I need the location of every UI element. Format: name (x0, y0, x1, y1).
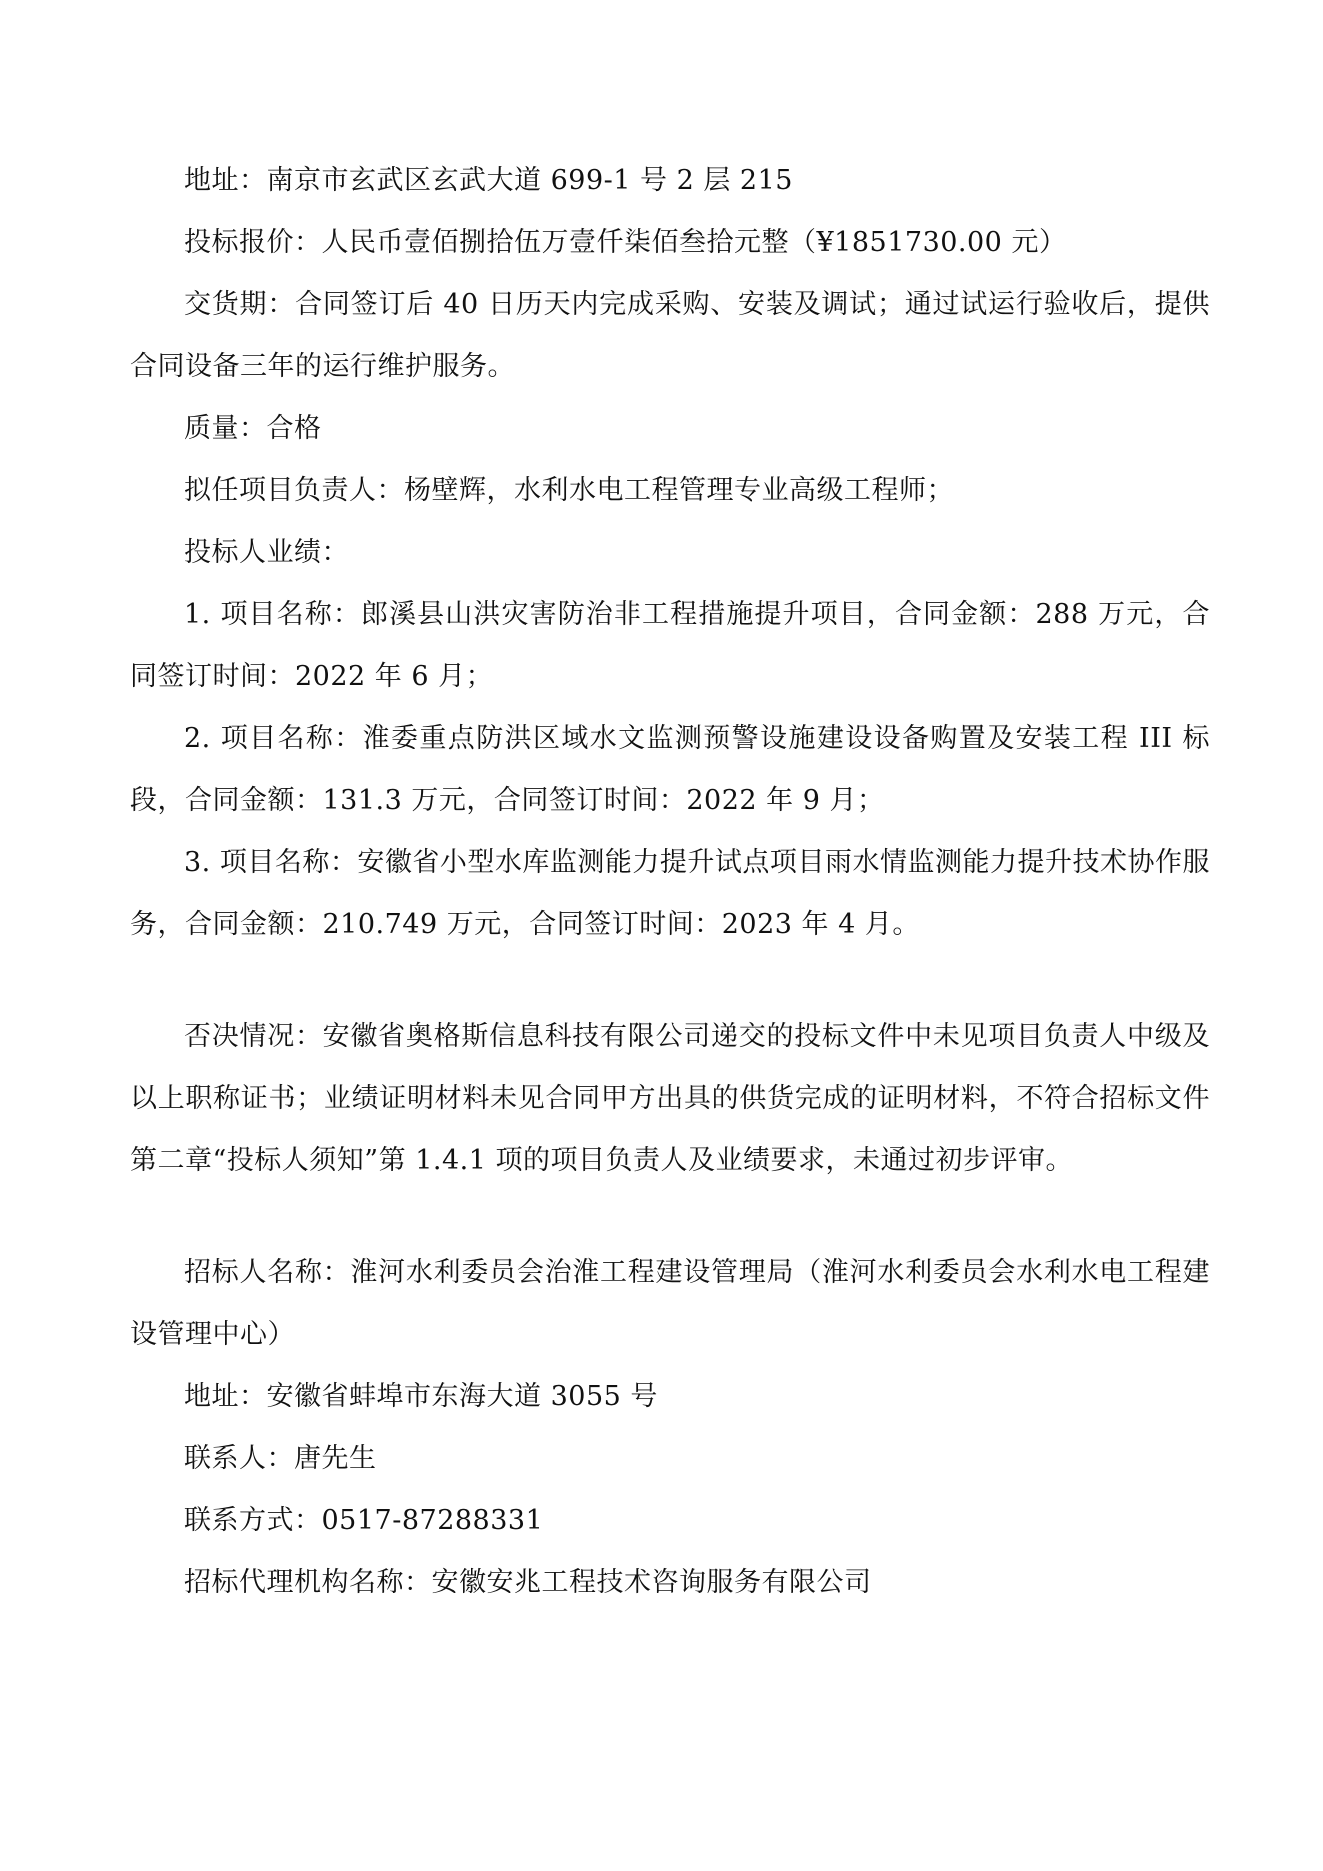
agency-name: 招标代理机构名称：安徽安兆工程技术咨询服务有限公司 (184, 1567, 872, 1598)
document-page (130, 150, 1210, 1614)
performance-item: 1. 项目名称：郎溪县山洪灾害防治非工程措施提升项目，合同金额：288 万元，合同签订时间：2022 年 6 月； (130, 599, 1210, 692)
rejection-paragraph: 否决情况：安徽省奥格斯信息科技有限公司递交的投标文件中未见项目负责人中级及以上职称证书；业绩证明材料未见合同甲方出具的供货完成的证明材料，不符合招标文件第二章“投标人须知”第 1.4.1 项的项目负责人及业绩要求，未通过初步评审。 (130, 1021, 1210, 1176)
performance-item: 3. 项目名称：安徽省小型水库监测能力提升试点项目雨水情监测能力提升技术协作服务，合同金额：210.749 万元，合同签订时间：2023 年 4 月。 (130, 847, 1210, 940)
section-gap (130, 956, 1210, 1006)
delivery-period: 交货期：合同签订后 40 日历天内完成采购、安装及调试；通过试运行验收后，提供合同设备三年的运行维护服务。 (130, 289, 1210, 382)
tenderer-phone: 联系方式：0517-87288331 (184, 1505, 544, 1536)
tenderer-contact: 联系人：唐先生 (184, 1443, 377, 1474)
project-lead: 拟任项目负责人：杨壁辉，水利水电工程管理专业高级工程师； (184, 475, 954, 506)
performance-heading: 投标人业绩： (184, 537, 349, 568)
bidder-address: 地址：南京市玄武区玄武大道 699-1 号 2 层 215 (184, 165, 793, 196)
section-gap (130, 1192, 1210, 1242)
performance-item: 2. 项目名称：淮委重点防洪区域水文监测预警设施建设设备购置及安装工程 III 标段，合同金额：131.3 万元，合同签订时间：2022 年 9 月； (130, 723, 1210, 816)
bid-price: 投标报价：人民币壹佰捌拾伍万壹仟柒佰叁拾元整（¥1851730.00 元） (184, 227, 1067, 258)
tenderer-name: 招标人名称：淮河水利委员会治淮工程建设管理局（淮河水利委员会水利水电工程建设管理中心） (130, 1257, 1210, 1350)
quality: 质量：合格 (184, 413, 322, 444)
tenderer-address: 地址：安徽省蚌埠市东海大道 3055 号 (184, 1381, 658, 1412)
